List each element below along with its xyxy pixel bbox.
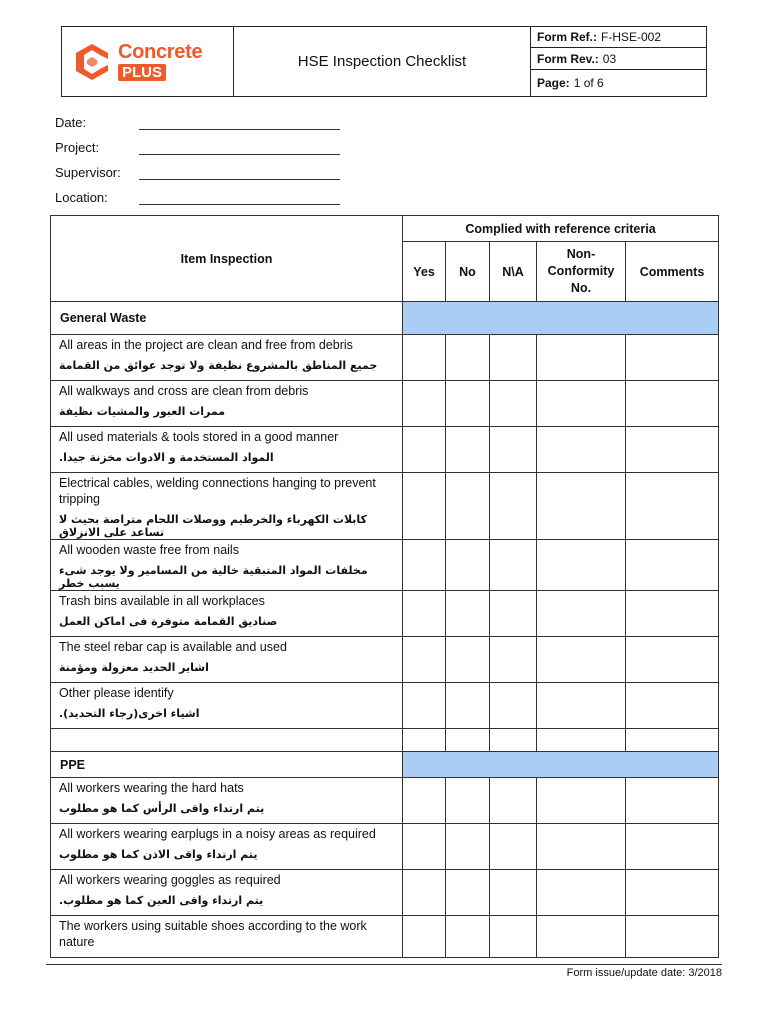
item-text-en: All areas in the project are clean and free from debris (59, 338, 353, 352)
page-value: 1 of 6 (573, 76, 604, 90)
item-text-ar: يتم ارتداء واقى الاذن كما هو مطلوب (59, 848, 258, 861)
comments-cell[interactable] (626, 427, 719, 473)
date-label: Date: (55, 115, 87, 130)
item-cell (51, 473, 403, 540)
date-field[interactable] (55, 115, 86, 130)
project-field[interactable] (55, 140, 99, 155)
checklist-row (51, 778, 719, 824)
item-cell (51, 729, 403, 752)
na-cell[interactable] (490, 473, 537, 540)
checklist-row (51, 540, 719, 591)
nc-number-cell[interactable] (537, 427, 626, 473)
logo-wordmark-line1: Concrete (118, 41, 203, 63)
yes-cell[interactable] (403, 683, 446, 729)
na-cell[interactable] (490, 335, 537, 381)
item-text-ar: صناديق القمامة متوفرة فى اماكن العمل (59, 615, 278, 628)
checklist-body (51, 302, 719, 958)
nc-number-cell[interactable] (537, 870, 626, 916)
comments-column-header: Comments (626, 242, 719, 302)
yes-cell[interactable] (403, 778, 446, 824)
supervisor-blank[interactable] (139, 179, 340, 180)
no-cell[interactable] (446, 637, 490, 683)
item-text-en: Electrical cables, welding connections hanging to prevent tripping (59, 476, 376, 506)
form-title: HSE Inspection Checklist (234, 27, 531, 96)
page-number (531, 70, 706, 96)
no-cell[interactable] (446, 870, 490, 916)
comments-cell[interactable] (626, 335, 719, 381)
footer-divider (46, 964, 722, 965)
no-cell[interactable] (446, 778, 490, 824)
na-cell[interactable] (490, 870, 537, 916)
item-cell (51, 540, 403, 591)
form-ref-label: Form Ref.: (537, 30, 597, 44)
section-row (51, 752, 719, 778)
checklist-row (51, 683, 719, 729)
item-text-ar: يتم ارتداء واقى العين كما هو مطلوب. (59, 894, 264, 907)
form-rev-value: 03 (602, 51, 617, 66)
nc-number-cell[interactable] (537, 473, 626, 540)
form-ref-value: F-HSE-002 (601, 30, 662, 44)
section-highlight (403, 752, 719, 778)
na-cell[interactable] (490, 637, 537, 683)
project-blank[interactable] (139, 154, 340, 155)
na-cell[interactable] (490, 540, 537, 591)
comments-cell[interactable] (626, 729, 719, 752)
section-title: PPE (51, 752, 403, 778)
nc-number-cell[interactable] (537, 824, 626, 870)
nc-number-cell[interactable] (537, 335, 626, 381)
yes-cell[interactable] (403, 591, 446, 637)
na-cell[interactable] (490, 778, 537, 824)
item-text-en: All walkways and cross are clean from debris (59, 384, 309, 398)
item-text-en: All used materials & tools stored in a good manner (59, 430, 339, 444)
no-cell[interactable] (446, 540, 490, 591)
na-cell[interactable] (490, 381, 537, 427)
checklist-row (51, 591, 719, 637)
nc-number-cell[interactable] (537, 591, 626, 637)
no-cell[interactable] (446, 427, 490, 473)
non-conformity-column-header: Non-Conformity No. (537, 242, 626, 302)
item-text-ar: يتم ارتداء واقى الرأس كما هو مطلوب (59, 802, 265, 815)
comments-cell[interactable] (626, 870, 719, 916)
yes-cell[interactable] (403, 637, 446, 683)
issue-date: Form issue/update date: 3/2018 (566, 967, 722, 979)
item-text-ar: كابلات الكهرباء والخرطيم ووصلات اللحام متراصة بحيث لا تساعد على الانزلاق (59, 513, 367, 539)
checklist-row (51, 870, 719, 916)
nc-number-cell[interactable] (537, 540, 626, 591)
supervisor-field[interactable] (55, 165, 121, 180)
comments-cell[interactable] (626, 381, 719, 427)
no-cell[interactable] (446, 381, 490, 427)
na-column-header: N\A (490, 242, 537, 302)
yes-cell[interactable] (403, 335, 446, 381)
nc-number-cell[interactable] (537, 683, 626, 729)
comments-cell[interactable] (626, 778, 719, 824)
na-cell[interactable] (490, 683, 537, 729)
no-cell[interactable] (446, 591, 490, 637)
na-cell[interactable] (490, 729, 537, 752)
yes-column-header: Yes (403, 242, 446, 302)
checklist-row (51, 381, 719, 427)
item-text-en: All workers wearing earplugs in a noisy areas as required (59, 827, 376, 841)
comments-cell[interactable] (626, 824, 719, 870)
item-text-en: Other please identify (59, 686, 174, 700)
form-meta (531, 27, 706, 96)
nc-number-cell[interactable] (537, 916, 626, 958)
item-text-ar: ممرات العبور والمشيات نظيفة (59, 405, 226, 418)
no-cell[interactable] (446, 916, 490, 958)
item-cell (51, 824, 403, 870)
item-text-en: The steel rebar cap is available and used (59, 640, 287, 654)
checklist-row (51, 427, 719, 473)
nc-number-cell[interactable] (537, 637, 626, 683)
section-highlight (403, 302, 719, 335)
company-logo (62, 27, 234, 96)
nc-number-cell[interactable] (537, 729, 626, 752)
item-text-ar: اشاير الحديد معزولة ومؤمنة (59, 661, 209, 674)
item-text-en: Trash bins available in all workplaces (59, 594, 265, 608)
item-cell (51, 381, 403, 427)
checklist-row (51, 824, 719, 870)
concrete-plus-logo-icon (72, 42, 112, 82)
form-rev (531, 48, 706, 70)
form-rev-label: Form Rev.: (537, 51, 599, 66)
nc-number-cell[interactable] (537, 381, 626, 427)
location-blank[interactable] (139, 204, 340, 205)
item-cell (51, 335, 403, 381)
checklist-row (51, 637, 719, 683)
item-text-ar: مخلفات المواد المتبقية خالية من المسامير ولا يوجد شىء يسبب خطر (59, 564, 368, 590)
comments-cell[interactable] (626, 540, 719, 591)
checklist-row (51, 335, 719, 381)
item-cell (51, 916, 403, 958)
location-field[interactable] (55, 190, 108, 205)
item-text-en: All workers wearing the hard hats (59, 781, 244, 795)
form-header (61, 26, 707, 97)
item-text-ar: المواد المستخدمة و الادوات مخزنة جيدا. (59, 451, 274, 464)
no-column-header: No (446, 242, 490, 302)
project-label: Project: (55, 140, 100, 155)
item-inspection-header: Item Inspection (51, 216, 403, 302)
no-cell[interactable] (446, 683, 490, 729)
item-cell (51, 427, 403, 473)
na-cell[interactable] (490, 427, 537, 473)
item-text-en: All workers wearing goggles as required (59, 873, 281, 887)
item-text-en: All wooden waste free from nails (59, 543, 239, 557)
logo-wordmark-line2: PLUS (118, 64, 166, 81)
item-cell (51, 778, 403, 824)
date-blank[interactable] (139, 129, 340, 130)
yes-cell[interactable] (403, 381, 446, 427)
yes-cell[interactable] (403, 729, 446, 752)
section-title: General Waste (51, 302, 403, 335)
item-cell (51, 637, 403, 683)
yes-cell[interactable] (403, 427, 446, 473)
compliance-group-header: Complied with reference criteria (403, 216, 719, 242)
no-cell[interactable] (446, 729, 490, 752)
yes-cell[interactable] (403, 870, 446, 916)
comments-cell[interactable] (626, 473, 719, 540)
item-cell (51, 683, 403, 729)
nc-number-cell[interactable] (537, 778, 626, 824)
location-label: Location: (55, 190, 108, 205)
no-cell[interactable] (446, 473, 490, 540)
item-text-ar: جميع المناطق بالمشروع نظيفة ولا توجد عوائق من القمامة (59, 359, 378, 372)
checklist-row (51, 916, 719, 958)
supervisor-label: Supervisor: (55, 165, 121, 180)
comments-cell[interactable] (626, 916, 719, 958)
comments-cell[interactable] (626, 683, 719, 729)
form-ref (531, 27, 706, 48)
page-label: Page: (537, 76, 570, 90)
item-cell (51, 591, 403, 637)
comments-cell[interactable] (626, 591, 719, 637)
no-cell[interactable] (446, 824, 490, 870)
yes-cell[interactable] (403, 824, 446, 870)
na-cell[interactable] (490, 824, 537, 870)
no-cell[interactable] (446, 335, 490, 381)
checklist-row (51, 729, 719, 752)
yes-cell[interactable] (403, 540, 446, 591)
item-text-ar: اشياء اخرى(رجاء التحديد). (59, 707, 200, 720)
yes-cell[interactable] (403, 916, 446, 958)
comments-cell[interactable] (626, 637, 719, 683)
na-cell[interactable] (490, 916, 537, 958)
inspection-table (50, 215, 719, 958)
checklist-row (51, 473, 719, 540)
item-text-en: The workers using suitable shoes according to the work nature (59, 919, 367, 949)
yes-cell[interactable] (403, 473, 446, 540)
section-row (51, 302, 719, 335)
item-cell (51, 870, 403, 916)
na-cell[interactable] (490, 591, 537, 637)
